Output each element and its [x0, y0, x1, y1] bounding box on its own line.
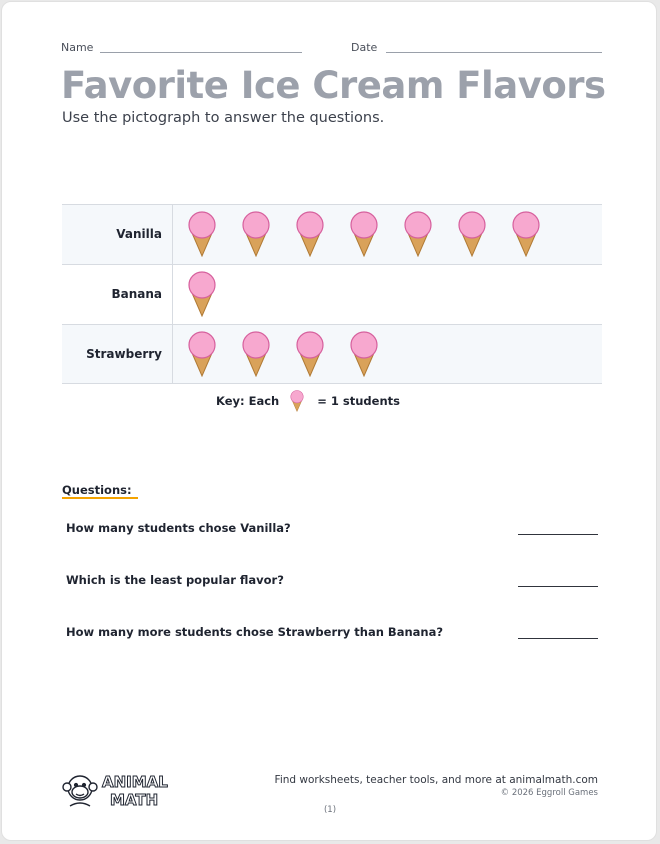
ice-cream-cone-icon — [241, 211, 271, 257]
ice-cream-cone-icon — [403, 211, 433, 257]
icon-strip-strawberry — [187, 331, 379, 379]
ice-cream-cone-icon — [349, 331, 379, 377]
date-line — [386, 52, 602, 53]
ice-cream-cone-icon — [511, 211, 541, 257]
ice-cream-cone-icon — [457, 211, 487, 257]
pictograph-row-banana — [62, 264, 602, 324]
worksheet-page — [1, 1, 657, 841]
answer-line-3[interactable] — [518, 638, 598, 639]
key-prefix: Key: Each — [216, 394, 280, 408]
date-label: Date — [351, 41, 378, 54]
row-divider — [172, 205, 173, 264]
ice-cream-cone-icon — [187, 211, 217, 257]
page-subtitle: Use the pictograph to answer the questions. — [62, 110, 385, 126]
row-label-banana: Banana — [111, 287, 162, 301]
row-label-strawberry: Strawberry — [86, 347, 162, 361]
answer-line-2[interactable] — [518, 586, 598, 587]
logo-word-math: MATH — [110, 791, 159, 809]
icon-strip-banana — [187, 271, 217, 319]
question-3: How many more students chose Strawberry than Banana? — [66, 625, 444, 639]
name-line — [100, 52, 302, 53]
ice-cream-cone-icon — [187, 271, 217, 317]
pictograph-chart — [62, 204, 602, 384]
monkey-mascot-icon — [63, 776, 97, 806]
page-number: (1) — [323, 805, 337, 815]
pictograph-row-vanilla — [62, 204, 602, 264]
page-title: Favorite Ice Cream Flavors — [61, 64, 606, 107]
row-label-vanilla: Vanilla — [116, 227, 162, 241]
question-2: Which is the least popular flavor? — [66, 573, 284, 587]
answer-line-1[interactable] — [518, 534, 598, 535]
row-divider — [172, 325, 173, 384]
questions-heading-underline — [62, 497, 138, 499]
ice-cream-cone-icon — [241, 331, 271, 377]
pictograph-row-strawberry — [62, 324, 602, 384]
ice-cream-cone-icon — [289, 390, 305, 412]
logo-word-animal: ANIMAL — [102, 773, 168, 791]
footer-copyright: © 2026 Eggroll Games — [500, 788, 598, 798]
footer-promo: Find worksheets, teacher tools, and more at animalmath.com — [274, 774, 598, 786]
questions-heading: Questions: — [62, 483, 132, 497]
pictograph-key — [216, 391, 400, 411]
ice-cream-cone-icon — [295, 211, 325, 257]
ice-cream-cone-icon — [187, 331, 217, 377]
row-divider — [172, 265, 173, 324]
ice-cream-cone-icon — [349, 211, 379, 257]
ice-cream-cone-icon — [295, 331, 325, 377]
key-suffix: = 1 students — [317, 394, 400, 408]
icon-strip-vanilla — [187, 211, 541, 259]
question-1: How many students chose Vanilla? — [66, 521, 291, 535]
name-label: Name — [61, 41, 94, 54]
